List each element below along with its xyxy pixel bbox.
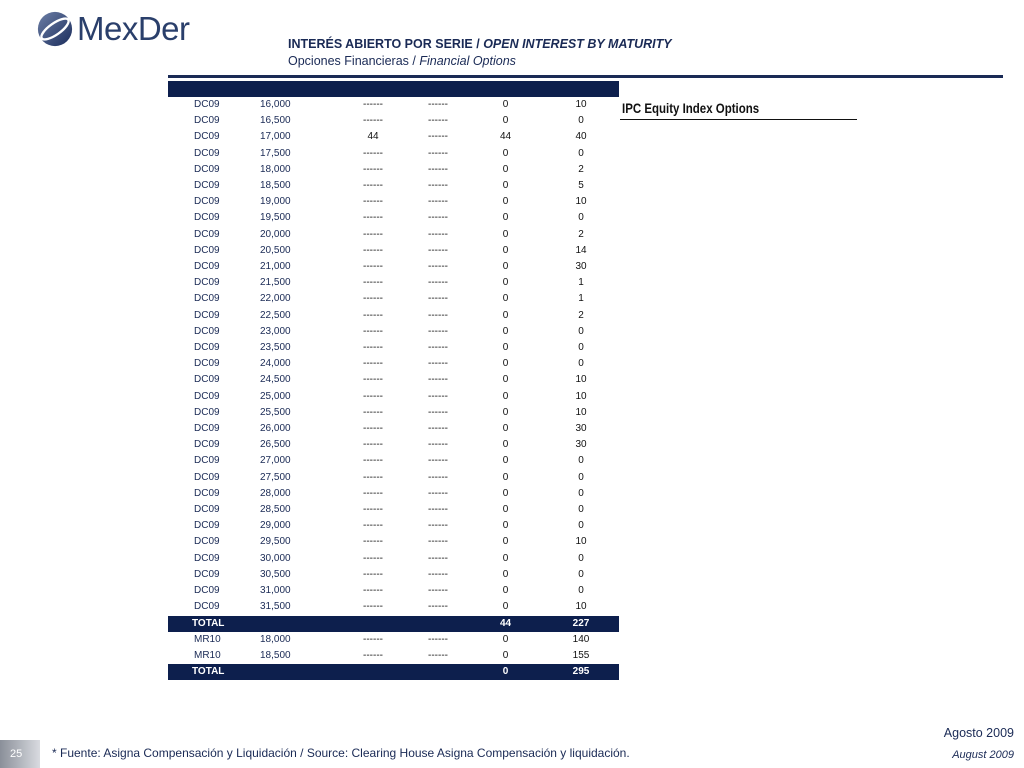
table-cell: 0	[502, 147, 509, 159]
table-cell: 0	[502, 471, 509, 483]
table-row	[168, 162, 619, 178]
table-cell: ------	[363, 163, 383, 175]
table-cell: ------	[428, 196, 448, 208]
table-cell: 0	[578, 504, 584, 516]
header-cell	[408, 81, 468, 97]
table-cell: 16,000	[260, 99, 291, 110]
table-cell: DC09	[194, 228, 220, 240]
table-cell: 0	[502, 520, 509, 532]
table-cell: 0	[502, 633, 509, 645]
table-cell: ------	[428, 423, 448, 435]
table-cell: 0	[578, 520, 584, 532]
table-cell: 0	[502, 358, 509, 370]
table-row	[168, 372, 619, 388]
table-cell: 0	[502, 99, 509, 110]
table-cell: 23,000	[260, 325, 291, 337]
table-cell: ------	[363, 649, 383, 661]
table-cell: 1	[578, 293, 584, 305]
subtitle-en: Financial Options	[419, 54, 516, 68]
table-cell: 0	[578, 358, 584, 370]
table-row	[168, 308, 619, 324]
table-row	[168, 146, 619, 162]
total-cell: 295	[543, 664, 619, 680]
table-cell: ------	[428, 390, 448, 402]
table-cell: ------	[363, 309, 383, 321]
table-cell: 24,500	[260, 374, 291, 386]
table-cell: 0	[578, 568, 584, 580]
table-cell: 30	[575, 423, 587, 435]
table-cell: ------	[363, 212, 383, 224]
header-cell	[468, 81, 543, 97]
table-cell: DC09	[194, 423, 220, 435]
table-row	[168, 389, 619, 405]
table-cell: 27,500	[260, 471, 291, 483]
table-cell: 0	[578, 325, 584, 337]
table-cell: ------	[428, 115, 448, 127]
table-cell: DC09	[194, 390, 220, 402]
table-cell: 16,500	[260, 115, 291, 127]
table-cell: ------	[363, 99, 383, 110]
table-cell: DC09	[194, 309, 220, 321]
table-cell: DC09	[194, 293, 220, 305]
table-cell: ------	[428, 244, 448, 256]
table-cell: DC09	[194, 552, 220, 564]
table-cell: ------	[428, 325, 448, 337]
table-cell: 0	[502, 536, 509, 548]
table-row	[168, 97, 619, 113]
table-cell: 19,000	[260, 196, 291, 208]
table-cell: 0	[502, 568, 509, 580]
table-cell: ------	[363, 244, 383, 256]
header-cell	[543, 81, 619, 97]
table-row	[168, 178, 619, 194]
header-cell	[168, 81, 258, 97]
table-cell: 30	[575, 439, 587, 451]
table-cell: 10	[575, 536, 587, 548]
table-cell: ------	[363, 585, 383, 597]
table-cell: ------	[363, 147, 383, 159]
table-cell: ------	[428, 487, 448, 499]
table-cell: 140	[572, 633, 590, 645]
header-cell	[258, 81, 338, 97]
table-cell: 29,000	[260, 520, 291, 532]
table-cell: 0	[502, 487, 509, 499]
table-cell: 0	[502, 115, 509, 127]
total-cell: 227	[543, 616, 619, 632]
table-cell: DC09	[194, 325, 220, 337]
total-cell: 0	[468, 664, 543, 680]
logo-text: MexDer	[77, 10, 190, 47]
table-cell: 0	[502, 585, 509, 597]
table-cell: ------	[428, 504, 448, 516]
table-cell: ------	[363, 390, 383, 402]
title-en: OPEN INTEREST BY MATURITY	[483, 37, 672, 51]
table-cell: ------	[363, 633, 383, 645]
table-cell: 0	[502, 455, 509, 467]
table-cell: 0	[502, 196, 509, 208]
table-cell: 25,500	[260, 406, 291, 418]
total-empty-cell	[408, 664, 468, 680]
table-row	[168, 583, 619, 599]
table-cell: ------	[428, 342, 448, 354]
table-row	[168, 421, 619, 437]
table-row	[168, 227, 619, 243]
table-cell: ------	[428, 536, 448, 548]
table-cell: DC09	[194, 471, 220, 483]
table-cell: DC09	[194, 244, 220, 256]
date-spanish: Agosto 2009	[943, 726, 1014, 740]
subtitle-es: Opciones Financieras /	[288, 54, 416, 68]
table-row	[168, 470, 619, 486]
table-cell: 1	[578, 277, 584, 289]
table-cell: 0	[578, 212, 584, 224]
table-row	[168, 129, 619, 145]
table-row	[168, 453, 619, 469]
table-cell: ------	[428, 180, 448, 192]
table-cell: ------	[428, 406, 448, 418]
table-cell: 26,500	[260, 439, 291, 451]
table-cell: ------	[363, 115, 383, 127]
table-cell: ------	[428, 552, 448, 564]
table-cell: 10	[575, 406, 587, 418]
table-row	[168, 518, 619, 534]
table-cell: DC09	[194, 374, 220, 386]
table-cell: ------	[363, 342, 383, 354]
table-cell: 40	[575, 131, 587, 143]
table-cell: 0	[502, 277, 509, 289]
table-row	[168, 210, 619, 226]
table-cell: 18,500	[260, 649, 291, 661]
table-row	[168, 567, 619, 583]
table-cell: ------	[363, 439, 383, 451]
table-cell: DC09	[194, 585, 220, 597]
table-cell: ------	[363, 261, 383, 273]
table-cell: 2	[578, 309, 584, 321]
table-cell: DC09	[194, 147, 220, 159]
table-cell: DC09	[194, 196, 220, 208]
table-cell: 2	[578, 163, 584, 175]
table-cell: 0	[578, 147, 584, 159]
table-row	[168, 243, 619, 259]
table-cell: ------	[428, 568, 448, 580]
mexder-logo-icon	[36, 10, 74, 48]
table-cell: ------	[363, 423, 383, 435]
table-cell: DC09	[194, 342, 220, 354]
table-cell: 28,000	[260, 487, 291, 499]
table-cell: 22,000	[260, 293, 291, 305]
total-cell: TOTAL	[168, 616, 258, 632]
table-cell: 10	[575, 196, 587, 208]
table-cell: 0	[502, 244, 509, 256]
table-cell: ------	[363, 374, 383, 386]
table-cell: 0	[502, 390, 509, 402]
table-cell: 31,000	[260, 585, 291, 597]
table-cell: ------	[428, 277, 448, 289]
table-cell: ------	[363, 293, 383, 305]
table-row	[168, 502, 619, 518]
table-header-bar	[168, 81, 619, 97]
table-cell: ------	[363, 568, 383, 580]
table-cell: 30,500	[260, 568, 291, 580]
table-row	[168, 194, 619, 210]
total-cell: 44	[468, 616, 543, 632]
table-cell: DC09	[194, 406, 220, 418]
table-cell: ------	[363, 455, 383, 467]
table-cell: ------	[363, 180, 383, 192]
total-empty-cell	[258, 616, 338, 632]
table-cell: 30	[575, 261, 587, 273]
table-cell: 24,000	[260, 358, 291, 370]
table-cell: 31,500	[260, 601, 291, 613]
table-cell: 18,000	[260, 633, 291, 645]
table-cell: DC09	[194, 487, 220, 499]
table-cell: ------	[428, 261, 448, 273]
table-cell: 0	[578, 585, 584, 597]
table-cell: 20,000	[260, 228, 291, 240]
table-cell: 17,500	[260, 147, 291, 159]
table-cell: 0	[502, 180, 509, 192]
table-cell: DC09	[194, 277, 220, 289]
page-number: 25	[0, 740, 40, 768]
page-subtitle	[288, 54, 516, 68]
total-empty-cell	[408, 616, 468, 632]
table-row	[168, 356, 619, 372]
title-es: INTERÉS ABIERTO POR SERIE /	[288, 37, 480, 51]
page-title	[288, 37, 672, 51]
total-empty-cell	[338, 616, 408, 632]
table-cell: 0	[502, 163, 509, 175]
table-cell: 10	[575, 390, 587, 402]
table-cell: 19,500	[260, 212, 291, 224]
table-row	[168, 551, 619, 567]
table-row	[168, 291, 619, 307]
table-cell: ------	[428, 228, 448, 240]
table-cell: ------	[428, 99, 448, 110]
table-cell: 27,000	[260, 455, 291, 467]
table-cell: 23,500	[260, 342, 291, 354]
table-cell: DC09	[194, 163, 220, 175]
table-cell: 5	[578, 180, 584, 192]
table-cell: 21,000	[260, 261, 291, 273]
table-row	[168, 534, 619, 550]
table-row	[168, 648, 619, 664]
table-row	[168, 437, 619, 453]
table-cell: 25,000	[260, 390, 291, 402]
total-empty-cell	[258, 664, 338, 680]
panel-title: IPC Equity Index Options	[622, 100, 760, 116]
table-cell: 0	[502, 293, 509, 305]
date-english: August 2009	[952, 749, 1014, 761]
table-cell: 17,000	[260, 131, 291, 143]
table-cell: 155	[572, 649, 590, 661]
panel-title-underline	[620, 119, 857, 120]
table-cell: DC09	[194, 439, 220, 451]
table-cell: ------	[428, 309, 448, 321]
table-cell: 30,000	[260, 552, 291, 564]
total-empty-cell	[338, 664, 408, 680]
table-row	[168, 259, 619, 275]
table-cell: 0	[502, 261, 509, 273]
table-cell: DC09	[194, 180, 220, 192]
table-cell: DC09	[194, 536, 220, 548]
table-cell: 0	[502, 228, 509, 240]
table-cell: MR10	[194, 633, 221, 645]
table-total-row	[168, 664, 619, 680]
table-cell: 0	[502, 374, 509, 386]
table-cell: ------	[428, 212, 448, 224]
table-row	[168, 324, 619, 340]
table-cell: 21,500	[260, 277, 291, 289]
table-cell: ------	[428, 163, 448, 175]
table-cell: 0	[578, 552, 584, 564]
table-cell: 20,500	[260, 244, 291, 256]
table-cell: ------	[428, 520, 448, 532]
table-cell: ------	[428, 585, 448, 597]
table-cell: 29,500	[260, 536, 291, 548]
table-cell: DC09	[194, 358, 220, 370]
table-cell: ------	[428, 471, 448, 483]
table-cell: ------	[428, 293, 448, 305]
table-cell: DC09	[194, 455, 220, 467]
table-cell: ------	[428, 455, 448, 467]
table-cell: ------	[363, 196, 383, 208]
table-cell: 44	[367, 131, 379, 143]
table-cell: DC09	[194, 520, 220, 532]
table-cell: DC09	[194, 131, 220, 143]
table-row	[168, 599, 619, 615]
table-cell: ------	[363, 228, 383, 240]
table-cell: ------	[363, 358, 383, 370]
table-cell: 0	[502, 406, 509, 418]
table-cell: 0	[578, 115, 584, 127]
table-cell: 10	[575, 99, 587, 110]
table-cell: ------	[428, 374, 448, 386]
table-cell: 0	[578, 471, 584, 483]
table-row	[168, 113, 619, 129]
table-cell: ------	[363, 325, 383, 337]
table-cell: ------	[428, 649, 448, 661]
table-cell: 0	[502, 325, 509, 337]
table-cell: 0	[502, 439, 509, 451]
table-cell: DC09	[194, 99, 220, 110]
table-cell: ------	[363, 552, 383, 564]
table-cell: ------	[428, 439, 448, 451]
table-cell: ------	[363, 504, 383, 516]
table-cell: 14	[575, 244, 587, 256]
table-cell: ------	[363, 406, 383, 418]
table-cell: 10	[575, 601, 587, 613]
table-row	[168, 275, 619, 291]
table-cell: ------	[363, 601, 383, 613]
table-cell: 22,500	[260, 309, 291, 321]
table-cell: MR10	[194, 649, 221, 661]
header-divider	[168, 75, 1003, 78]
table-row	[168, 405, 619, 421]
table-cell: ------	[363, 536, 383, 548]
table-cell: 0	[578, 342, 584, 354]
table-cell: ------	[363, 277, 383, 289]
table-cell: 26,000	[260, 423, 291, 435]
table-cell: 0	[578, 487, 584, 499]
table-cell: DC09	[194, 212, 220, 224]
table-cell: 0	[502, 423, 509, 435]
table-row	[168, 486, 619, 502]
table-cell: 0	[578, 455, 584, 467]
table-cell: ------	[363, 487, 383, 499]
total-cell: TOTAL	[168, 664, 258, 680]
table-cell: DC09	[194, 261, 220, 273]
table-cell: DC09	[194, 568, 220, 580]
table-cell: ------	[428, 147, 448, 159]
table-cell: ------	[428, 358, 448, 370]
table-row	[168, 632, 619, 648]
table-cell: 2	[578, 228, 584, 240]
table-cell: 0	[502, 309, 509, 321]
table-cell: ------	[428, 131, 448, 143]
table-cell: 0	[502, 649, 509, 661]
table-cell: 44	[499, 131, 512, 143]
table-cell: 0	[502, 601, 509, 613]
table-cell: 0	[502, 552, 509, 564]
table-cell: DC09	[194, 601, 220, 613]
header-cell	[338, 81, 408, 97]
mexder-logo	[36, 10, 190, 48]
table-total-row	[168, 616, 619, 632]
table-cell: 28,500	[260, 504, 291, 516]
source-footnote: * Fuente: Asigna Compensación y Liquidación / Source: Clearing House Asigna Compensación y liquidación.	[52, 746, 630, 760]
table-cell: 10	[575, 374, 587, 386]
table-cell: ------	[428, 633, 448, 645]
open-interest-table	[168, 81, 619, 680]
table-row	[168, 340, 619, 356]
table-cell: 0	[502, 212, 509, 224]
table-cell: 18,500	[260, 180, 291, 192]
table-cell: ------	[363, 471, 383, 483]
table-cell: DC09	[194, 504, 220, 516]
table-cell: ------	[363, 520, 383, 532]
table-cell: 18,000	[260, 163, 291, 175]
table-cell: 0	[502, 504, 509, 516]
table-cell: ------	[428, 601, 448, 613]
table-cell: 0	[502, 342, 509, 354]
table-cell: DC09	[194, 115, 220, 127]
